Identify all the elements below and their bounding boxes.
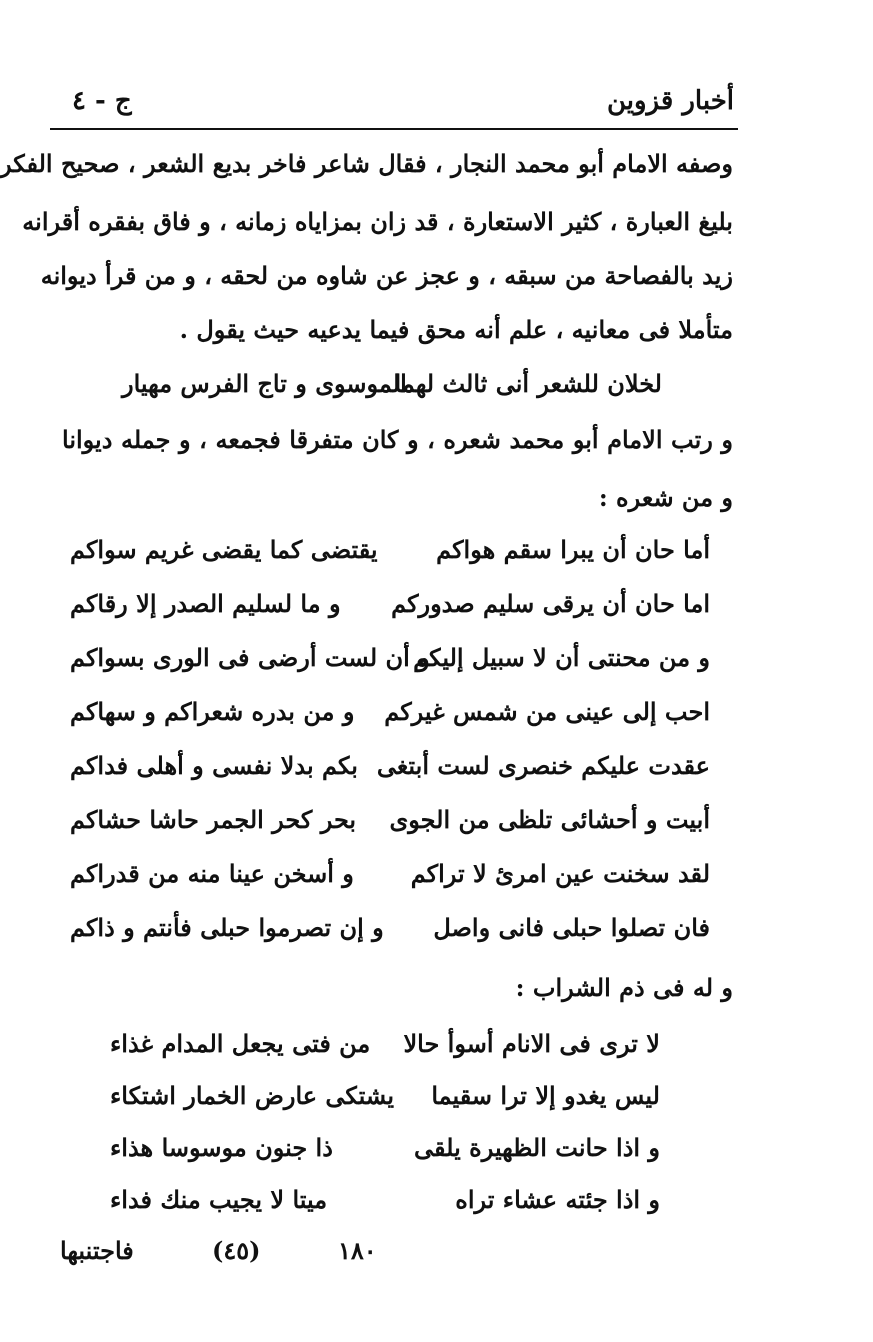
running-header bbox=[68, 82, 736, 126]
verse-first-hemistich: ليس يغدو إلا ترا سقيما bbox=[431, 1081, 660, 1110]
verse-first-hemistich: عقدت عليكم خنصرى لست أبتغى bbox=[376, 751, 710, 780]
verse-second-hemistich: يشتكى عارض الخمار اشتكاء bbox=[110, 1081, 395, 1110]
verse-row bbox=[70, 859, 710, 894]
verse-first-hemistich: و اذا جئته عشاء تراه bbox=[455, 1185, 660, 1214]
verse-row bbox=[70, 805, 710, 840]
verse-row bbox=[70, 913, 710, 948]
verse-second-hemistich: بحر كحر الجمر حاشا حشاكم bbox=[70, 805, 357, 834]
verse-second-hemistich: ذا جنون موسوسا هذاء bbox=[110, 1133, 333, 1162]
verse-second-hemistich: و إن تصرموا حبلى فأنتم و ذاكم bbox=[70, 913, 384, 942]
verse-row bbox=[70, 697, 710, 732]
verse-row bbox=[70, 1185, 710, 1220]
verse-second-hemistich: ميتا لا يجيب منك فداء bbox=[110, 1185, 328, 1214]
verse-second-hemistich: يقتضى كما يقضى غريم سواكم bbox=[70, 535, 378, 564]
verse-second-hemistich: و أن لست أرضى فى الورى بسواكم bbox=[70, 643, 430, 672]
verse-row bbox=[70, 1029, 710, 1064]
verse-second-hemistich: بكم بدلا نفسى و أهلى فداكم bbox=[70, 751, 358, 780]
volume-number: ج - ٤ bbox=[72, 86, 132, 116]
section-heading: و له فى ذم الشراب : bbox=[515, 973, 733, 1002]
verse-row bbox=[70, 1133, 710, 1168]
verse-first-hemistich: فان تصلوا حبلى فانى واصل bbox=[433, 913, 710, 942]
verse-row bbox=[70, 1081, 710, 1116]
prose-line: وصفه الامام أبو محمد النجار ، فقال شاعر فاخر بديع الشعر ، صحيح الفكر bbox=[0, 149, 733, 178]
book-title: أخبار قزوين bbox=[606, 86, 734, 116]
catchword: فاجتنبها bbox=[60, 1236, 134, 1265]
verse-second-hemistich: و من بدره شعراكم و سهاكم bbox=[70, 697, 355, 726]
verse-first-hemistich: لخلان للشعر أنى ثالث لهما bbox=[394, 369, 662, 398]
header-divider bbox=[50, 128, 738, 130]
verse-second-hemistich: من فتى يجعل المدام غذاء bbox=[110, 1029, 371, 1058]
verse-first-hemistich: و من محنتى أن لا سبيل إليكم bbox=[413, 643, 710, 672]
verse-second-hemistich: الموسوى و تاج الفرس مهيار bbox=[122, 369, 407, 398]
signature-mark: (٤٥) bbox=[212, 1236, 261, 1265]
quoted-verse bbox=[70, 369, 710, 404]
verse-first-hemistich: و اذا حانت الظهيرة يلقى bbox=[414, 1133, 660, 1162]
prose-line: و رتب الامام أبو محمد شعره ، و كان متفرقا فجمعه ، و جمله ديوانا bbox=[62, 425, 733, 454]
verse-row bbox=[70, 751, 710, 786]
prose-line: بليغ العبارة ، كثير الاستعارة ، قد زان بمزاياه زمانه ، و فاق بفقره أقرانه bbox=[22, 207, 733, 236]
verse-row bbox=[70, 589, 710, 624]
verse-first-hemistich: احب إلى عينى من شمس غيركم bbox=[384, 697, 710, 726]
page-number: ١٨٠ bbox=[338, 1236, 377, 1265]
verse-first-hemistich: أما حان أن يبرا سقم هواكم bbox=[436, 535, 710, 564]
verse-first-hemistich: اما حان أن يرقى سليم صدوركم bbox=[391, 589, 710, 618]
verse-first-hemistich: لقد سخنت عين امرئ لا تراكم bbox=[410, 859, 710, 888]
verse-second-hemistich: و أسخن عينا منه من قدراكم bbox=[70, 859, 354, 888]
verse-second-hemistich: و ما لسليم الصدر إلا رقاكم bbox=[70, 589, 341, 618]
prose-line: متأملا فى معانيه ، علم أنه محق فيما يدعيه حيث يقول . bbox=[179, 315, 733, 344]
prose-line: زيد بالفصاحة من سبقه ، و عجز عن شاوه من لحقه ، و من قرأ ديوانه bbox=[40, 261, 733, 290]
section-heading: و من شعره : bbox=[598, 483, 733, 512]
verse-first-hemistich: أبيت و أحشائى تلظى من الجوى bbox=[389, 805, 710, 834]
verse-row bbox=[70, 535, 710, 570]
verse-row bbox=[70, 643, 710, 678]
verse-first-hemistich: لا ترى فى الانام أسوأ حالا bbox=[403, 1029, 660, 1058]
page-footer bbox=[60, 1232, 700, 1272]
